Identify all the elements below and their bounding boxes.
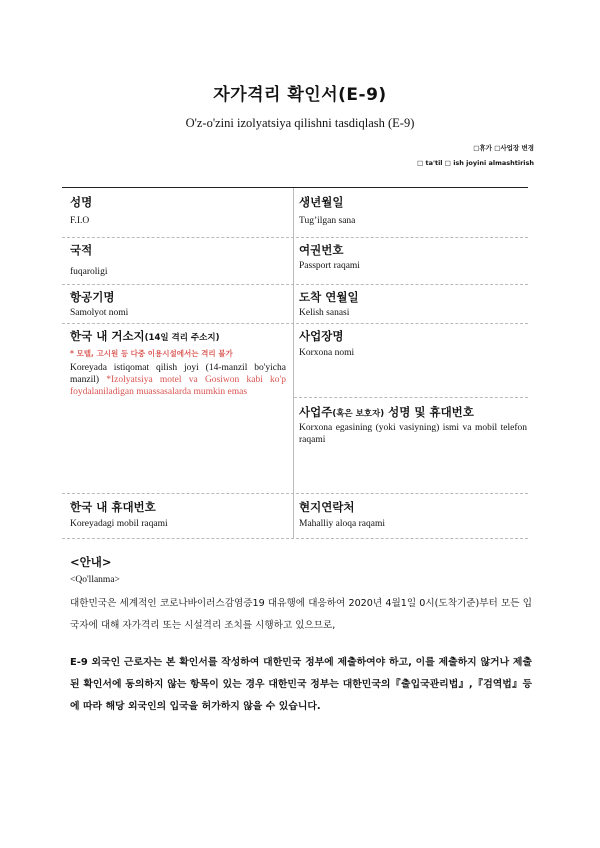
field-sublabel: Korxona egasining (yoki vasiyning) ismi va mobil telefon raqami — [299, 423, 527, 445]
field-sublabel: Tug’ilgan sana — [299, 216, 356, 226]
field-label: 사업장명 — [299, 329, 344, 343]
field-label: 사업주(혹은 보호자) 성명 및 휴대번호 — [299, 405, 474, 419]
field-nationality[interactable] — [70, 242, 285, 278]
page-title: 자가격리 확인서(E-9) — [213, 85, 387, 105]
guide-heading: <안내> — [70, 555, 112, 569]
field-sublabel: Korxona nomi — [299, 348, 355, 358]
field-sublabel: Passport raqami — [299, 261, 360, 271]
guide-notice-paragraph: E-9 외국인 근로자는 본 확인서를 작성하여 대한민국 정부에 제출하여야 하고, 이를 제출하지 않거나 제출된 확인서에 동의하지 않는 항목이 있는 경우 대한민국 정부는 대한민국의『출입국관리법』,『검역법』등에 따라 해당 외국인의 입국을 허가하지 않을 수 있습니다. — [70, 657, 532, 712]
isolation-warning: * 모텔, 고시원 등 다중 이용시설에서는 격리 불가 — [70, 349, 233, 358]
row-divider — [62, 284, 528, 285]
field-company[interactable] — [299, 328, 524, 359]
field-label: 도착 연월일 — [299, 290, 359, 304]
field-sublabel: Koreyada istiqomat qilish joyi (14-manzil bo'yicha manzil) *Izolyatsiya motel va Gosiwon kabi ko'p foydalaniladigan muassasalarda mumkin emas — [70, 363, 287, 397]
field-birth-date[interactable] — [299, 194, 524, 227]
row-divider — [62, 323, 528, 324]
field-sublabel: fuqaroligi — [70, 267, 108, 277]
row-divider — [62, 493, 528, 494]
field-arrival-date[interactable] — [299, 289, 524, 319]
field-label: 현지연락처 — [299, 500, 355, 514]
field-flight[interactable] — [70, 289, 285, 319]
row-divider — [62, 538, 528, 539]
purpose-options-ko: □휴가 □사업장 변경 — [473, 144, 534, 152]
row-divider — [62, 237, 528, 238]
field-employer-contact[interactable] — [299, 404, 527, 446]
field-sublabel: Koreyadagi mobil raqami — [70, 519, 168, 529]
field-name[interactable] — [70, 194, 285, 227]
field-label: 한국 내 휴대번호 — [70, 500, 156, 514]
field-sublabel: F.I.O — [70, 216, 90, 226]
field-label: 한국 내 거소지(14일 격리 주소지) — [70, 329, 220, 343]
purpose-options-uz: □ ta'til □ ish joyini almashtirish — [417, 159, 534, 167]
field-address[interactable] — [70, 328, 286, 398]
field-label: 항공기명 — [70, 290, 115, 304]
page-subtitle: O'z-o'zini izolyatsiya qilishni tasdiqlash (E-9) — [185, 116, 415, 130]
field-sublabel: Mahalliy aloqa raqami — [299, 519, 385, 529]
field-sublabel: Kelish sanasi — [299, 308, 350, 318]
column-divider — [293, 188, 294, 538]
field-label: 국적 — [70, 243, 93, 257]
guide-heading-uz: <Qo'llanma> — [70, 575, 120, 585]
top-rule — [62, 187, 528, 188]
field-mobile[interactable] — [70, 499, 285, 530]
row-divider — [294, 397, 528, 398]
guide-paragraph: 대한민국은 세계적인 코로나바이러스감염증19 대유행에 대응하여 2020년 4월1일 0시(도착기준)부터 모든 입국자에 대해 자가격리 또는 시설격리 조치를 시행하고 있으므로, — [70, 598, 532, 631]
field-sublabel: Samolyot nomi — [70, 308, 129, 318]
field-label: 여권번호 — [299, 243, 344, 257]
field-label: 성명 — [70, 195, 93, 209]
field-label: 생년월일 — [299, 195, 344, 209]
field-passport[interactable] — [299, 242, 524, 272]
field-local-contact[interactable] — [299, 499, 524, 530]
